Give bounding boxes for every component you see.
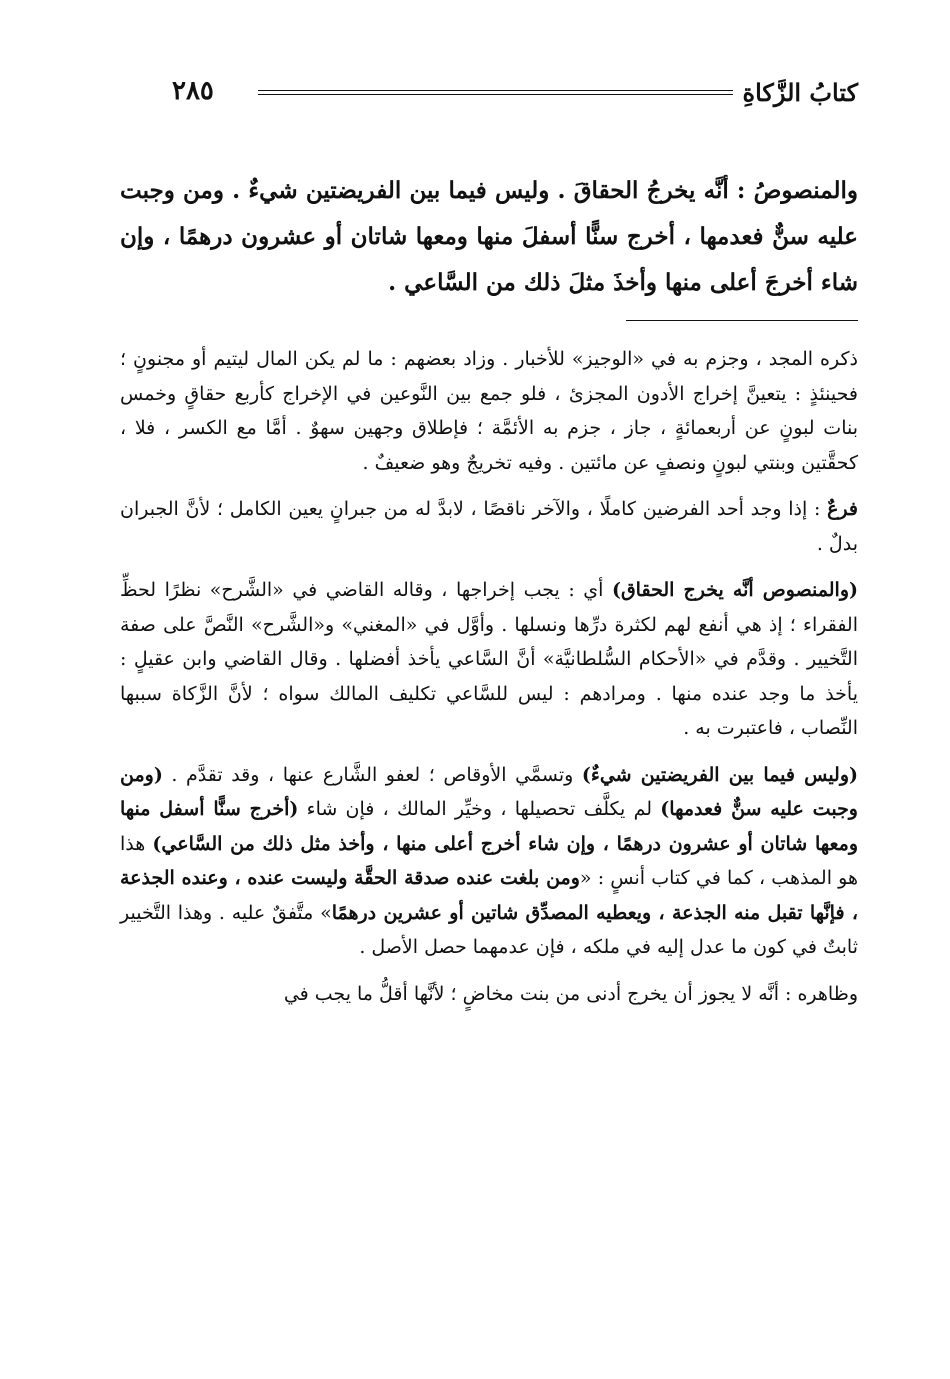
commentary-text: أي : يجب إخراجها ، وقاله القاضي في «الشَّرح» نظرًا لحظِّ الفقراء ؛ إذ هي أنفع لهم لكثرة درِّها ونسلها . وأوَّل في «المغني» و«الشَّرح» النَّصَّ على صفة التَّخيير . وقدَّم في «الأحكام السُّلطانيَّة» أنَّ السَّاعي يأخذ أفضلها . وقال القاضي وابن عقيلٍ : يأخذ ما وجد عنده منها . ومرادهم : ليس للسَّاعي تكليف المالك سواه ؛ لأنَّ الزَّكاة سببها النِّصاب ، فاعتبرت به . <box>120 579 858 739</box>
commentary-paragraph-5: وظاهره : أنَّه لا يجوز أن يخرج أدنى من بنت مخاضٍ ؛ لأنَّها أقلُّ ما يجب في <box>283 982 858 1005</box>
footnote-rule <box>626 320 858 321</box>
quoted-matn: (والمنصوص أنَّه يخرج الحقاق) <box>611 579 859 601</box>
commentary-text: لم يكلَّف تحصيلها ، وخيِّر المالك ، فإن شاء <box>298 798 661 820</box>
commentary-text: وتسمَّي الأوقاص ؛ لعفو الشَّارع عنها ، وقد تقدَّم . <box>162 763 582 786</box>
commentary-text: هذا هو المذهب ، كما في كتاب أنسٍ : « <box>120 832 858 889</box>
quoted-matn: (أخرج سنًّا أسفل منها ومعها شاتان أو عشرون درهمًا ، وإن شاء أخرج أعلى منها ، وأخذ مثل ذلك من السَّاعي) <box>120 798 859 855</box>
commentary-text: » متَّفقٌ عليه . وهذا التَّخيير ثابتٌ في كون ما عدل إليه في ملكه ، فإن عدمهما حصل الأصل . <box>120 901 858 958</box>
commentary-paragraph-3 <box>120 573 858 746</box>
quoted-matn: (وليس فيما بين الفريضتين شيءٌ) <box>581 763 859 786</box>
commentary-paragraph-2 <box>120 492 858 561</box>
main-text: والمنصوصُ : أنَّه يخرجُ الحقاقَ . وليس فيما بين الفريضتين شيءٌ . ومن وجبت عليه سنٌّ فعدمها ، أخرج سنًّا أسفلَ منها ومعها شاتان أو عشرون درهمًا ، وإن شاء أخرجَ أعلى منها وأخذَ مثلَ ذلك من السَّاعي . <box>120 177 858 296</box>
quoted-matn: (ومن وجبت عليه سنٌّ فعدمها) <box>120 763 858 820</box>
hadith-quote: ومن بلغت عنده صدقة الحقَّة وليست عنده ، وعنده الجذعة ، فإنَّها تقبل منه الجذعة ، ويعطيه المصدِّق شاتين أو عشرين درهمًا <box>120 867 858 924</box>
commentary <box>120 342 858 1023</box>
commentary-paragraph-1: ذكره المجد ، وجزم به في «الوجيز» للأخبار . وزاد بعضهم : ما لم يكن المال ليتيم أو مجنونٍ ؛ فحينئذٍ : يتعينَّ إخراج الأدون المجزئ ، فلو جمع بين النَّوعين في الإخراج كأربع حقاقٍ وخمس بنات لبونٍ عن أربعمائةٍ ، جاز ، جزم به الأئمَّة ؛ فإطلاق وجهين سهوٌ . أمَّا مع الكسر ، فلا ، كحقَّتين وبنتي لبونٍ ونصفٍ عن مائتين . وفيه تخريجٌ وهو ضعيفٌ . <box>120 348 858 474</box>
branch-text: : إذا وجد أحد الفرضين كاملًا ، والآخر ناقصًا ، لابدَّ له من جبرانٍ يعين الكامل ؛ لأنَّ الجبران بدلٌ . <box>120 498 858 555</box>
running-title: كتابُ الزَّكاةِ <box>742 78 858 107</box>
commentary-paragraph-4 <box>120 758 858 965</box>
page-number: ٢٨٥ <box>172 76 214 106</box>
branch-heading: فرعٌ <box>827 498 858 520</box>
header-rule <box>258 90 733 95</box>
